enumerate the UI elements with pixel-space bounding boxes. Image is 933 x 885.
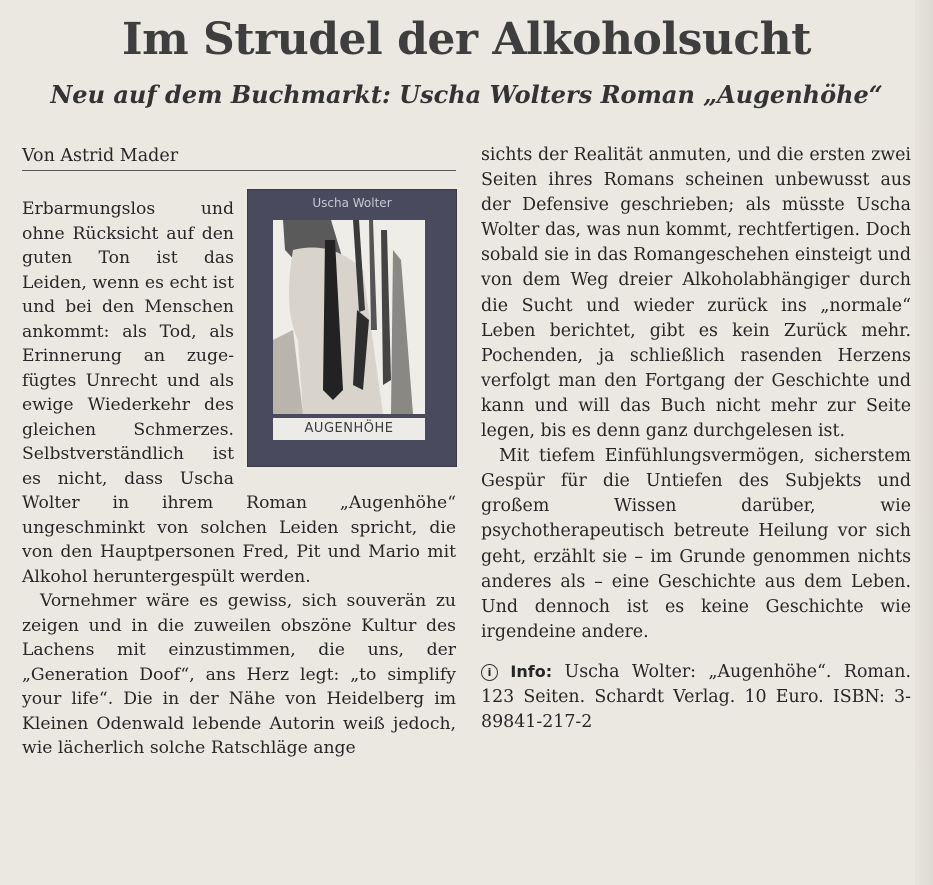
cover-title: AUGENHÖHE xyxy=(273,418,425,440)
paragraph-1: Erbarmungslos und ohne Rücksicht auf den guten Ton ist das Leiden, wenn es echt ist und bei den Menschen ankommt: als Tod, als Erinnerung an zugefügtes Unrecht und als ewige Wiederkehr des gleichen Schmerzes. Selbstverständlich ist es nicht, dass Uscha Wolter in ihrem Roman „Augenhöhe“ ungeschminkt von solchen Leiden spricht, die von den Hauptpersonen Fred, Pit und Mario mit Alkohol heruntergespült werden. xyxy=(22,199,456,587)
paragraph-2-part-1: Vornehmer wäre es gewiss, sich souverän zu zeigen und in die zuweilen obszöne Kultur des Lachens mit einzustimmen, die uns, der „Generation Doof“, ans Herz legt: „to simplify your life“. Die in der Nähe von Heidelberg im Kleinen Odenwald lebende Autorin weiß jedoch, wie lächerlich solche Ratschläge ange xyxy=(22,591,456,758)
cover-figure-illustration xyxy=(273,220,425,414)
info-box xyxy=(481,659,911,735)
subheadline: Neu auf dem Buchmarkt: Uscha Wolters Roman „Augenhöhe“ xyxy=(50,80,883,109)
info-text: Uscha Wolter: „Augenhöhe“. Roman. 123 Seiten. Schardt Verlag. 10 Euro. ISBN: 3-89841-217-2 xyxy=(481,661,911,733)
info-label: Info: xyxy=(510,661,553,681)
cover-author: Uscha Wolter xyxy=(312,196,392,210)
info-icon: i xyxy=(481,664,498,681)
column-1 xyxy=(22,143,456,761)
paragraph-2-part-2: sichts der Realität anmuten, und die ersten zwei Seiten ihres Romans scheinen unbewusst aus der Defensive geschrieben; als müsste Uscha Wolter das, was nun kommt, rechtfertigen. Doch sobald sie in das Romangeschehen einsteigt und von dem Weg dreier Alkoholabhängiger durch die Sucht und wieder zurück ins „normale“ Leben berichtet, gibt es kein Zurück mehr. Pochenden, ja schließlich rasenden Herzens verfolgt man den Fortgang der Geschichte und kann und will das Buch nicht mehr zur Seite legen, bis es denn ganz durchgelesen ist. xyxy=(481,145,911,442)
adjacent-column-edge xyxy=(915,0,933,885)
column-2 xyxy=(481,143,911,735)
headline: Im Strudel der Alkoholsucht xyxy=(122,14,811,65)
book-cover-image xyxy=(248,190,456,466)
cover-illustration xyxy=(273,220,425,414)
paragraph-3: Mit tiefem Einfühlungsvermögen, sicherstem Gespür für die Untiefen des Subjekts und großem Wissen darüber, wie psychotherapeutisch betreute Heilung vor sich geht, erzählt sie – im Grunde genommen nichts anderes als – eine Geschichte aus dem Leben. Und dennoch ist es keine Geschichte wie irgendeine andere. xyxy=(481,446,911,642)
byline: Von Astrid Mader xyxy=(22,143,456,171)
